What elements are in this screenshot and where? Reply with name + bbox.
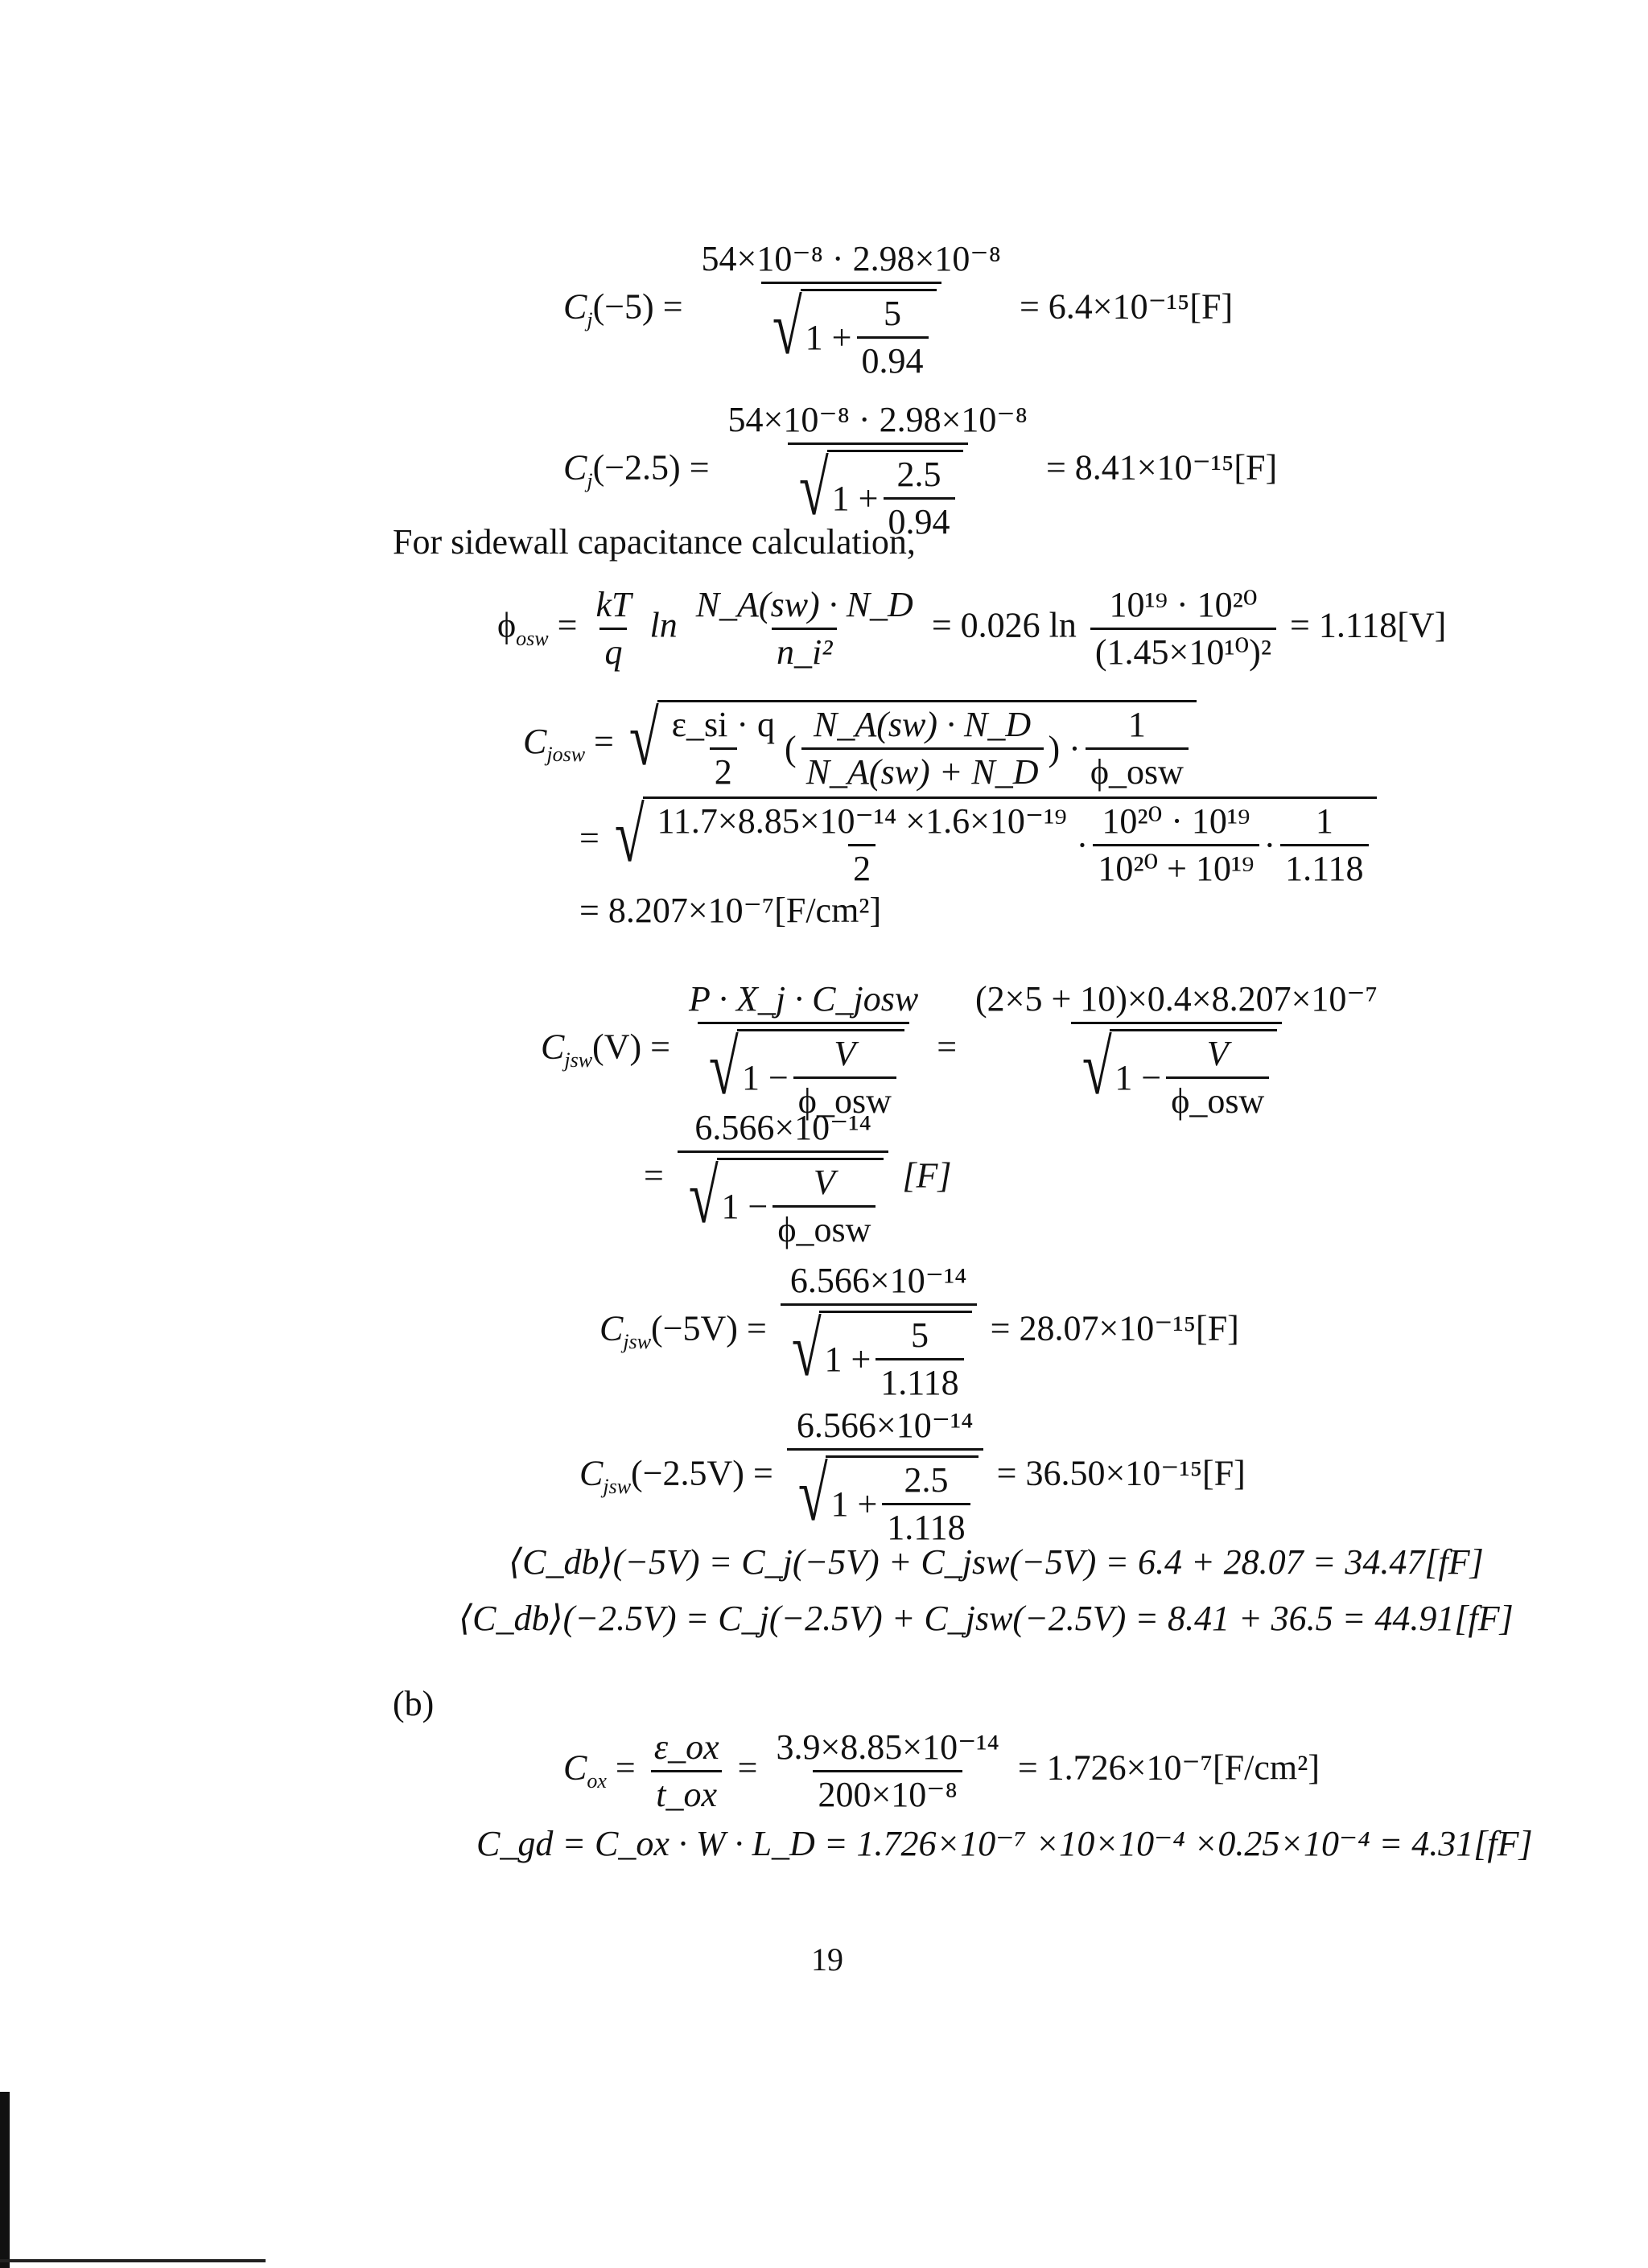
eq-cj-minus2-5: $C_j(-2.5)$ = 54×10⁻⁸ · 2.98×10⁻⁸ √ 1 + $\frac{2.5}{0.94}$ = 8.41×10⁻¹⁵[F] [563, 400, 1278, 541]
scan-bottom-line [0, 2259, 266, 2262]
page-number: 19 [811, 1941, 843, 1978]
eq-cdb-minus2-5v: ⟨C_db⟩(−2.5V) = C_j(−2.5V) + C_jsw(−2.5V) = 8.41 + 36.5 = 44.91[fF] [459, 1599, 1514, 1638]
scan-margin-bar [0, 2092, 10, 2268]
eq-cjosw-numeric: = √ $\frac{\text{11.7×8.85×10⁻¹⁴ ×1.6×10⁻¹⁹}}{2}$ · $\frac{\text{10²⁰ · 10¹⁹}}{\text{10²⁰ + 10¹⁹}}$ · $\frac{1}{1.118}$ [579, 796, 1377, 887]
part-b-label: (b) [393, 1684, 435, 1723]
eq-cjsw-minus2-5v: $C_{jsw}(-2.5V)$ = 6.566×10⁻¹⁴ √ 1 + $\frac{2.5}{1.118}$ = 36.50×10⁻¹⁵[F] [579, 1406, 1246, 1547]
eq-cdb-minus5v: ⟨C_db⟩(−5V) = C_j(−5V) + C_jsw(−5V) = 6.4 + 28.07 = 34.47[fF] [509, 1542, 1484, 1582]
eq-cox: $C_{ox}$ = $\frac{\varepsilon\_ox}{t\_ox}$ = $\frac{\text{3.9×8.85×10⁻¹⁴}}{\text{200×10⁻⁸}}$ = 1.726×10⁻⁷[F/cm²] [563, 1727, 1320, 1814]
eq-cjsw-minus5v: $C_{jsw}(-5V)$ = 6.566×10⁻¹⁴ √ 1 + $\frac{5}{1.118}$ = 28.07×10⁻¹⁵[F] [599, 1261, 1239, 1402]
eq-cjosw: $C_{josw}$ = √ $\frac{\varepsilon\_si \cdot q}{2}$ ( $\frac{N\_A(sw) \cdot N\_D}{N\_A(sw) + N\_D}$ ) · $\frac{1}{\text{ϕ\_osw}}$ [523, 700, 1197, 790]
eq-cjosw-result: = 8.207×10⁻⁷[F/cm²] [579, 891, 882, 930]
eq-cgd: C_gd = C_ox · W · L_D = 1.726×10⁻⁷ ×10×10⁻⁴ ×0.25×10⁻⁴ = 4.31[fF] [476, 1824, 1533, 1863]
eq-phi-osw: $\phi_{osw}$ = $\frac{kT}{q}$ ln $\frac{N\_A(sw) \cdot N\_D}{\text{n\_i²}}$ = 0.026 ln $\frac{\text{10¹⁹ · 10²⁰}}{\text{(1.45×10¹⁰)²}}$ = 1.118[V] [497, 585, 1447, 672]
eq-cjsw-v: $C_{jsw}(V)$ = P · X_j · C_josw √ 1 − $\frac{V}{\text{ϕ\_osw}}$ = (2×5 + 10)×0.4×8.207×10⁻⁷ √ 1 − $\frac{V}{\text{ϕ\_osw}}$ [541, 979, 1378, 1121]
eq-cjsw-v-simplified: = 6.566×10⁻¹⁴ √ 1 − $\frac{V}{\text{ϕ\_osw}}$ [F] [644, 1108, 952, 1249]
eq-cj-minus5: $C_j(-5)$ = 54×10⁻⁸ · 2.98×10⁻⁸ √ 1 + $\frac{5}{0.94}$ = 6.4×10⁻¹⁵[F] [563, 239, 1234, 381]
sidewall-heading: For sidewall capacitance calculation, [393, 522, 916, 562]
